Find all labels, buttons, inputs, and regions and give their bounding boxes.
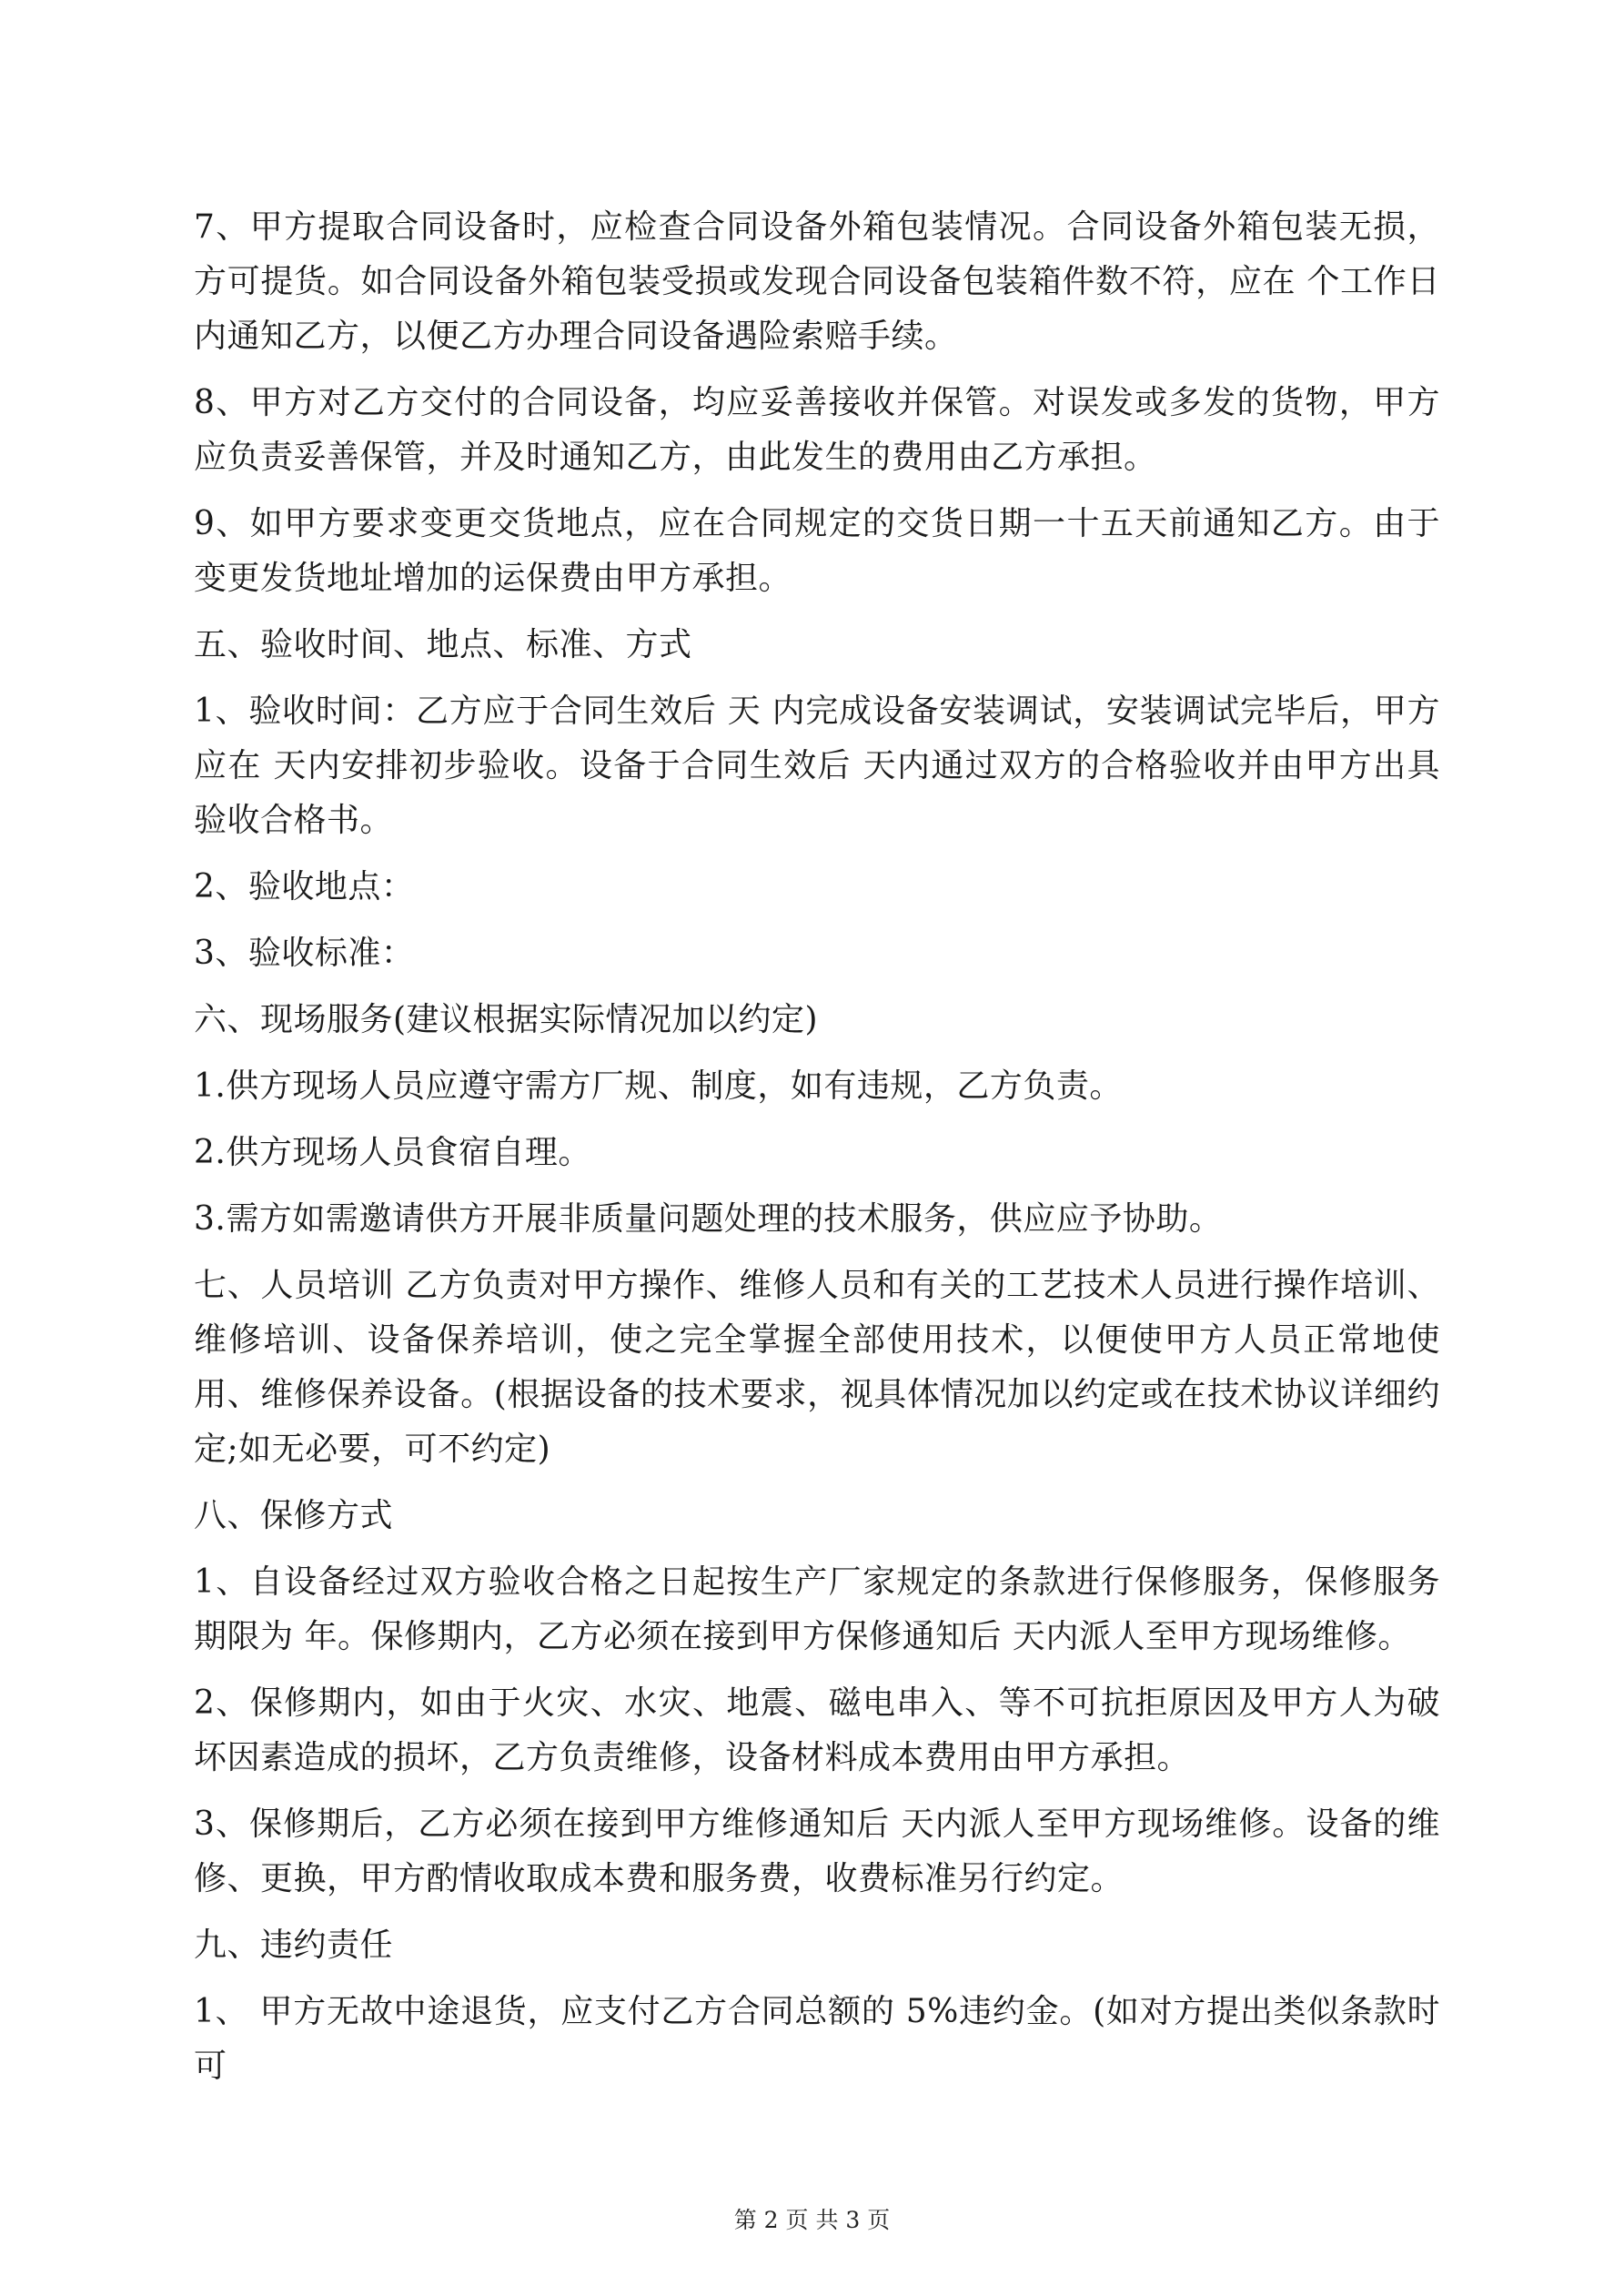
section-8-item-1: 1、自设备经过双方验收合格之日起按生产厂家规定的条款进行保修服务，保修服务期限为 年。保修期内，乙方必须在接到甲方保修通知后 天内派人至甲方现场维修。 — [194, 1563, 1440, 1655]
section-5-item-3: 3、验收标准： — [194, 935, 415, 972]
section-6-item-3: 3.需方如需邀请供方开展非质量问题处理的技术服务，供应应予协助。 — [194, 1200, 1223, 1238]
section-6-item-2: 2.供方现场人员食宿自理。 — [194, 1134, 591, 1171]
section-9-heading: 九、违约责任 — [194, 1927, 394, 1964]
clause-7-pickup-inspection: 7、甲方提取合同设备时，应检查合同设备外箱包装情况。合同设备外箱包装无损，方可提货。如合同设备外箱包装受损或发现合同设备包装箱件数不符，应在 个工作日内通知乙方，以便乙方办理合同设备遇险索赔手续。 — [194, 208, 1440, 355]
page-number-footer: 第 2 页 共 3 页 — [733, 2207, 891, 2233]
section-9-item-1: 1、 甲方无故中途退货，应支付乙方合同总额的 5%违约金。(如对方提出类似条款时可 — [194, 1993, 1440, 2085]
section-7-training: 七、人员培训 乙方负责对甲方操作、维修人员和有关的工艺技术人员进行操作培训、维修培训、设备保养培训，使之完全掌握全部使用技术，以便使甲方人员正常地使用、维修保养设备。(根据设备的技术要求，视具体情况加以约定或在技术协议详细约定;如无必要，可不约定) — [194, 1267, 1440, 1468]
section-8-item-2: 2、保修期内，如由于火灾、水灾、地震、磁电串入、等不可抗拒原因及甲方人为破坏因素造成的损坏，乙方负责维修，设备材料成本费用由甲方承担。 — [194, 1684, 1440, 1776]
section-8-heading: 八、保修方式 — [194, 1497, 394, 1534]
clause-8-receipt-custody: 8、甲方对乙方交付的合同设备，均应妥善接收并保管。对误发或多发的货物，甲方应负责妥善保管，并及时通知乙方，由此发生的费用由乙方承担。 — [194, 384, 1440, 476]
section-5-item-1: 1、验收时间：乙方应于合同生效后 天 内完成设备安装调试，安装调试完毕后，甲方应在 天内安排初步验收。设备于合同生效后 天内通过双方的合格验收并由甲方出具验收合格书。 — [194, 693, 1440, 839]
section-5-heading: 五、验收时间、地点、标准、方式 — [194, 626, 692, 663]
section-8-item-3: 3、保修期后，乙方必须在接到甲方维修通知后 天内派人至甲方现场维修。设备的维修、更换，甲方酌情收取成本费和服务费，收费标准另行约定。 — [194, 1805, 1440, 1897]
section-5-item-2: 2、验收地点： — [194, 868, 415, 905]
clause-9-delivery-change: 9、如甲方要求变更交货地点，应在合同规定的交货日期一十五天前通知乙方。由于变更发货地址增加的运保费由甲方承担。 — [194, 505, 1440, 597]
section-6-heading: 六、现场服务(建议根据实际情况加以约定) — [194, 1001, 819, 1038]
document-body — [194, 200, 1440, 2106]
section-6-item-1: 1.供方现场人员应遵守需方厂规、制度，如有违规，乙方负责。 — [194, 1067, 1123, 1105]
